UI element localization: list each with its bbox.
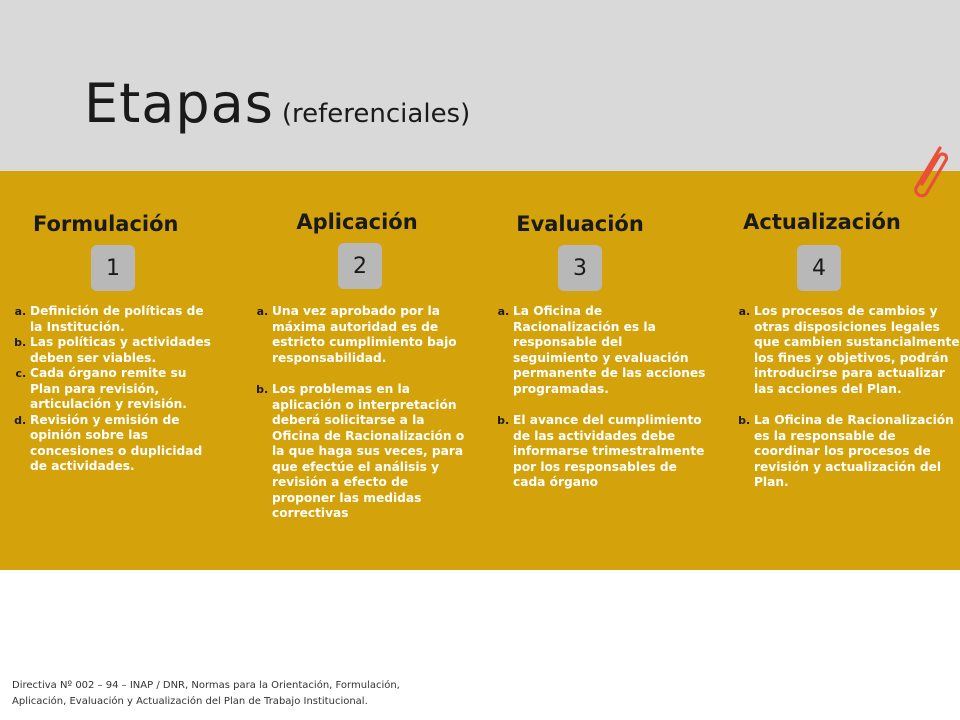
stage-items-aplicacion (246, 304, 468, 522)
paperclip-icon (904, 142, 952, 200)
stage-title-formulacion: Formulación (33, 212, 179, 236)
slide-title (84, 72, 470, 135)
list-item: a. Los procesos de cambios y otras disposiciones legales que cambien sustancialmente los fines y objetivos, podrán introducirse para actualizar las acciones del Plan. (754, 304, 960, 397)
title-subtitle: (referenciales) (281, 99, 471, 129)
stage-number-badge-3: 3 (558, 245, 602, 291)
stage-items-actualizacion (728, 304, 960, 491)
stage-title-aplicacion: Aplicación (296, 210, 418, 234)
title-main: Etapas (84, 72, 274, 135)
list-item: b. Los problemas en la aplicación o interpretación deberá solicitarse a la Oficina de Racionalización o la que haga sus veces, para que efectúe el análisis y revisión a efecto de proponer las medidas correctivas (272, 382, 468, 522)
list-item: b. Las políticas y actividades deben ser viables. (30, 335, 220, 366)
list-item: b. La Oficina de Racionalización es la responsable de coordinar los procesos de revisión y actualización del Plan. (754, 413, 960, 491)
list-item: a. La Oficina de Racionalización es la responsable del seguimiento y evaluación permanente de las acciones programadas. (513, 304, 709, 397)
list-item: a. Una vez aprobado por la máxima autoridad es de estricto cumplimiento bajo responsabilidad. (272, 304, 468, 366)
stage-number-badge-4: 4 (797, 245, 841, 291)
list-item: d. Revisión y emisión de opinión sobre las concesiones o duplicidad de actividades. (30, 413, 220, 475)
stage-items-evaluacion (487, 304, 709, 491)
stage-items-formulacion (4, 304, 220, 475)
stage-title-evaluacion: Evaluación (516, 212, 644, 236)
list-item: b. El avance del cumplimiento de las actividades debe informarse trimestralmente por los responsables de cada órgano (513, 413, 709, 491)
stage-number-badge-2: 2 (338, 243, 382, 289)
stage-number-badge-1: 1 (91, 245, 135, 291)
source-footnote: Directiva Nº 002 – 94 – INAP / DNR, Normas para la Orientación, Formulación, Aplicación, Evaluación y Actualización del Plan de Trabajo Institucional. (12, 680, 400, 707)
list-item: c. Cada órgano remite su Plan para revisión, articulación y revisión. (30, 366, 220, 413)
stage-title-actualizacion: Actualización (743, 210, 901, 234)
list-item: a. Definición de políticas de la Institución. (30, 304, 220, 335)
